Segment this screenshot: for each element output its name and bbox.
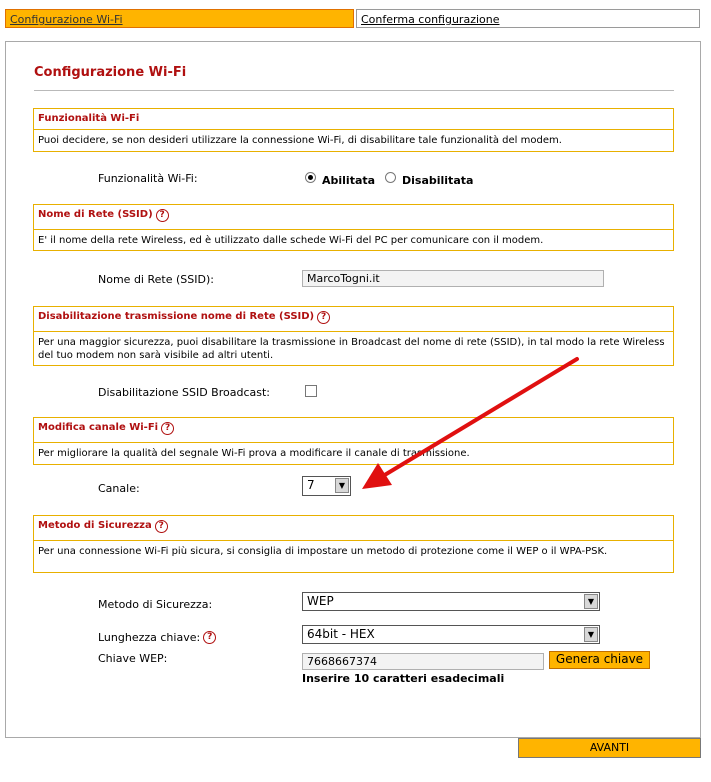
broadcast-label: Disabilitazione SSID Broadcast: bbox=[98, 386, 270, 399]
tab-conferma-configurazione[interactable]: Conferma configurazione bbox=[356, 9, 700, 28]
key-length-label-text: Lunghezza chiave: bbox=[98, 631, 201, 644]
next-button[interactable]: AVANTI bbox=[518, 738, 701, 758]
section-title-wifi: Funzionalità Wi-Fi bbox=[38, 113, 140, 124]
section-title-broadcast: Disabilitazione trasmissione nome di Rete (SSID) bbox=[38, 311, 315, 322]
section-title-channel: Modifica canale Wi-Fi bbox=[38, 422, 159, 433]
security-method-label: Metodo di Sicurezza: bbox=[98, 598, 213, 611]
section-desc-security: Per una connessione Wi-Fi più sicura, si consiglia di impostare un metodo di protezione come il WEP o il WPA-PSK. bbox=[33, 541, 674, 573]
section-desc-wifi: Puoi decidere, se non desideri utilizzare la connessione Wi-Fi, di disabilitare tale funzionalità del modem. bbox=[33, 130, 674, 152]
radio-disabilitata-label: Disabilitata bbox=[402, 174, 474, 187]
help-icon[interactable]: ? bbox=[203, 631, 216, 644]
wep-key-label: Chiave WEP: bbox=[98, 652, 168, 665]
channel-select-value: 7 bbox=[307, 478, 315, 492]
chevron-down-icon[interactable]: ▼ bbox=[584, 627, 598, 642]
help-icon[interactable]: ? bbox=[155, 520, 168, 533]
page-title: Configurazione Wi-Fi bbox=[34, 65, 187, 80]
section-desc-channel: Per migliorare la qualità del segnale Wi-Fi prova a modificare il canale di trasmissione. bbox=[33, 443, 674, 465]
security-method-value: WEP bbox=[307, 594, 334, 608]
ssid-input[interactable]: MarcoTogni.it bbox=[302, 270, 604, 287]
radio-abilitata-label: Abilitata bbox=[322, 174, 376, 187]
chevron-down-icon[interactable]: ▼ bbox=[584, 594, 598, 609]
chevron-down-icon[interactable]: ▼ bbox=[335, 478, 349, 493]
help-icon[interactable]: ? bbox=[161, 422, 174, 435]
section-desc-ssid: E' il nome della rete Wireless, ed è utilizzato dalle schede Wi-Fi del PC per comunicare con il modem. bbox=[33, 230, 674, 251]
section-title-security: Metodo di Sicurezza bbox=[38, 520, 152, 531]
generate-key-button[interactable]: Genera chiave bbox=[549, 651, 650, 669]
section-title-ssid: Nome di Rete (SSID) bbox=[38, 209, 153, 220]
channel-label: Canale: bbox=[98, 482, 140, 495]
key-length-value: 64bit - HEX bbox=[307, 627, 375, 641]
section-desc-broadcast: Per una maggior sicurezza, puoi disabilitare la trasmissione in Broadcast del nome di rete (SSID), in tal modo la rete Wireless del tuo modem non sarà visibile ad altri utenti. bbox=[33, 332, 674, 366]
ssid-label: Nome di Rete (SSID): bbox=[98, 273, 214, 286]
tab-configurazione-wifi[interactable]: Configurazione Wi-Fi bbox=[5, 9, 354, 28]
help-icon[interactable]: ? bbox=[317, 311, 330, 324]
wifi-function-label: Funzionalità Wi-Fi: bbox=[98, 172, 198, 185]
wep-key-hint: Inserire 10 caratteri esadecimali bbox=[302, 672, 505, 685]
help-icon[interactable]: ? bbox=[156, 209, 169, 222]
wep-key-input[interactable]: 7668667374 bbox=[302, 653, 544, 670]
